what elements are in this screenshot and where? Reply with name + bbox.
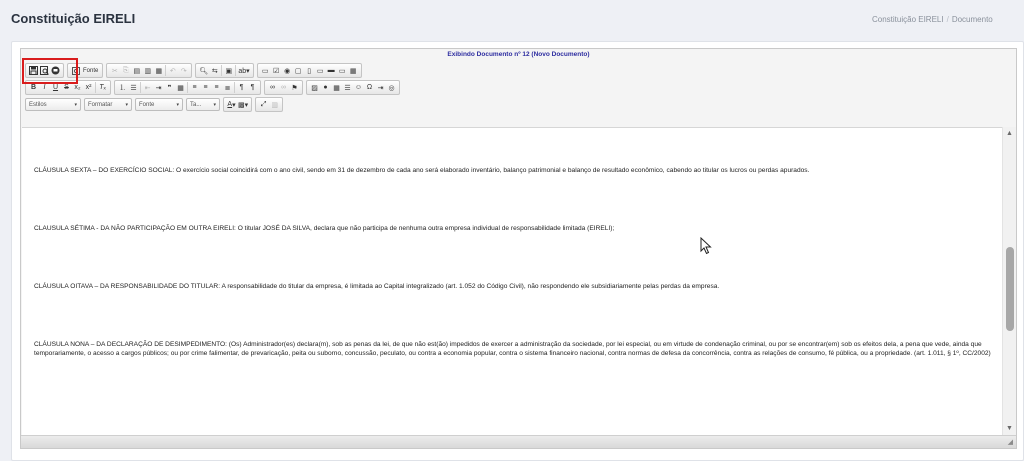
basic-styles-group bbox=[25, 80, 111, 95]
scroll-down-icon[interactable]: ▼ bbox=[1006, 425, 1013, 432]
subscript-icon[interactable]: x₂ bbox=[74, 84, 81, 91]
iframe-icon[interactable]: ◎ bbox=[388, 84, 395, 92]
link-icon[interactable]: ∞ bbox=[270, 84, 275, 91]
size-dropdown-label: Ta... bbox=[190, 101, 202, 108]
preview-icon[interactable] bbox=[39, 64, 50, 77]
textarea-icon[interactable]: ▯ bbox=[307, 67, 312, 75]
redo-icon[interactable]: ↷ bbox=[180, 67, 187, 75]
document-group bbox=[25, 63, 64, 78]
anchor-icon[interactable]: ⚑ bbox=[291, 84, 298, 92]
ltr-icon[interactable]: ¶ bbox=[239, 84, 244, 91]
text-color-icon[interactable]: A ▾ bbox=[227, 101, 236, 109]
align-left-icon[interactable]: ≡ bbox=[192, 84, 197, 91]
paste-icon[interactable]: ▤ bbox=[133, 67, 141, 75]
page-title: Constituição EIRELI bbox=[11, 11, 136, 26]
toolbar-separator bbox=[95, 82, 96, 93]
cut-icon[interactable]: ✂ bbox=[111, 67, 118, 75]
justify-icon[interactable]: ≣ bbox=[224, 84, 231, 92]
outdent-icon[interactable]: ⇤ bbox=[144, 84, 151, 92]
paragraph-group bbox=[114, 80, 261, 95]
toolbar-separator bbox=[235, 65, 236, 76]
breadcrumb-item-documento: Documento bbox=[951, 15, 993, 24]
spellcheck-icon[interactable]: ab▾ bbox=[238, 67, 250, 75]
bulleted-list-icon[interactable]: ☰ bbox=[130, 84, 137, 92]
save-icon[interactable] bbox=[28, 64, 39, 77]
image-button-icon[interactable]: ▭ bbox=[338, 67, 346, 75]
chevron-down-icon: ▾ bbox=[213, 101, 216, 108]
size-dropdown[interactable] bbox=[186, 98, 220, 111]
italic-icon[interactable]: I bbox=[43, 84, 46, 91]
rich-text-editor bbox=[20, 48, 1017, 449]
select-all-icon[interactable]: ▣ bbox=[225, 67, 233, 75]
editor-status-bar bbox=[21, 435, 1016, 448]
align-right-icon[interactable]: ≡ bbox=[214, 84, 219, 91]
superscript-icon[interactable]: x² bbox=[85, 84, 92, 91]
resize-grip-icon[interactable]: ◢ bbox=[1007, 439, 1013, 446]
chevron-down-icon: ▾ bbox=[74, 101, 77, 108]
tools-group bbox=[255, 97, 283, 112]
form-group bbox=[257, 63, 362, 78]
scrollbar-thumb[interactable] bbox=[1006, 247, 1014, 331]
undo-icon[interactable]: ↶ bbox=[169, 67, 176, 75]
textfield-icon[interactable]: ▢ bbox=[294, 67, 302, 75]
button-icon[interactable]: ▬ bbox=[327, 67, 335, 74]
copy-icon[interactable]: ⎘ bbox=[123, 66, 129, 74]
table-icon[interactable]: ▦ bbox=[333, 84, 340, 92]
blockquote-icon[interactable]: ❞ bbox=[167, 84, 172, 92]
vertical-scrollbar[interactable] bbox=[1002, 127, 1016, 435]
clause-setima: CLAUSULA SÉTIMA - DA NÃO PARTICIPAÇÃO EM OUTRA EIRELI: O titular JOSÉ DA SILVA, declara que não participa de nenhuma outra empresa individual de responsabilidade limitada (EIRELI); bbox=[34, 225, 615, 232]
background-color-icon[interactable]: ▩▾ bbox=[238, 101, 249, 109]
format-dropdown-label: Formatar bbox=[88, 101, 113, 108]
clipboard-group bbox=[106, 63, 192, 78]
toolbar-separator bbox=[187, 82, 188, 93]
horizontal-rule-icon[interactable]: ☰ bbox=[344, 84, 351, 92]
colors-group bbox=[223, 97, 252, 112]
find-group bbox=[195, 63, 253, 78]
show-blocks-icon[interactable]: ▥ bbox=[271, 101, 278, 109]
paste-word-icon[interactable]: ▦ bbox=[155, 67, 163, 75]
hidden-field-icon[interactable]: ▦ bbox=[349, 67, 357, 75]
insert-group bbox=[306, 80, 400, 95]
source-icon[interactable] bbox=[70, 64, 81, 77]
select-field-icon[interactable]: ▭ bbox=[316, 67, 324, 75]
source-group bbox=[67, 63, 103, 78]
toolbar-row-1 bbox=[25, 63, 365, 78]
div-container-icon[interactable]: ▦ bbox=[177, 84, 184, 92]
flash-icon[interactable]: ● bbox=[323, 84, 328, 91]
form-icon[interactable]: ▭ bbox=[261, 67, 269, 75]
page-header bbox=[0, 0, 1024, 36]
toolbar-separator bbox=[140, 82, 141, 93]
bold-icon[interactable]: B bbox=[30, 84, 37, 91]
paste-text-icon[interactable]: ▥ bbox=[144, 67, 152, 75]
rtl-icon[interactable]: ¶ bbox=[250, 84, 255, 91]
maximize-icon[interactable]: ⤢ bbox=[260, 100, 267, 108]
indent-icon[interactable]: ⇥ bbox=[155, 84, 162, 92]
radio-icon[interactable]: ◉ bbox=[284, 67, 291, 75]
toolbar-row-3 bbox=[25, 97, 286, 112]
links-group bbox=[264, 80, 303, 95]
remove-format-icon[interactable]: T ₓ bbox=[99, 84, 106, 91]
styles-dropdown-label: Estilos bbox=[29, 101, 47, 108]
breadcrumb-item-constituicao[interactable]: Constituição EIRELI bbox=[872, 15, 944, 24]
font-dropdown[interactable] bbox=[135, 98, 183, 111]
breadcrumb bbox=[872, 15, 993, 24]
toolbar-separator bbox=[221, 65, 222, 76]
editor-content[interactable] bbox=[22, 127, 1002, 435]
document-header: Exibindo Documento nº 12 (Novo Documento) bbox=[447, 51, 590, 58]
font-dropdown-label: Fonte bbox=[139, 101, 155, 108]
breadcrumb-separator: / bbox=[946, 15, 949, 24]
align-center-icon[interactable]: ≡ bbox=[203, 84, 208, 91]
strikethrough-icon[interactable]: S bbox=[64, 84, 69, 91]
source-label[interactable]: Fonte bbox=[83, 67, 99, 74]
toolbar-separator bbox=[234, 82, 235, 93]
underline-icon[interactable]: U bbox=[52, 84, 59, 91]
format-dropdown[interactable] bbox=[84, 98, 132, 111]
clause-sexta: CLÁUSULA SEXTA – DO EXERCÍCIO SOCIAL: O exercício social coincidirá com o ano civil, sendo em 31 de dezembro de cada ano será elaborado inventário, balanço patrimonial e balanço de resultado econômico, cabendo ao titular os lucros ou perdas apurados. bbox=[34, 167, 810, 174]
clause-oitava: CLÁUSULA OITAVA – DA RESPONSABILIDADE DO TITULAR: A responsabilidade do titular da empresa, é limitada ao Capital integralizado (art. 1.052 do Código Civil), não respondendo ele subsidiariamente pelas perdas da empresa. bbox=[34, 283, 720, 290]
mouse-cursor-icon bbox=[700, 237, 712, 255]
chevron-down-icon: ▾ bbox=[176, 101, 179, 108]
toolbar-row-2 bbox=[25, 80, 403, 95]
checkbox-icon[interactable]: ☑ bbox=[273, 67, 280, 75]
replace-icon[interactable]: ⇆ bbox=[211, 67, 218, 75]
smiley-icon[interactable]: ☺ bbox=[354, 84, 363, 91]
scroll-up-icon[interactable]: ▲ bbox=[1006, 130, 1013, 137]
image-icon[interactable]: ▨ bbox=[311, 84, 318, 92]
print-icon[interactable] bbox=[50, 64, 61, 77]
unlink-icon[interactable]: ∞ bbox=[281, 84, 286, 91]
clause-nona: CLÁUSULA NONA – DA DECLARAÇÃO DE DESIMPEDIMENTO: (Os) Administrador(es) declara(m), sob as penas da lei, de que não est(ão) impedidos de exercer a administração da sociedade, por lei especial, ou em virtude de condenação criminal, ou por se encontrar(em) sob os efeitos dela, a pena que vede, ainda que temporariamente, o acesso a cargos públicos; ou por crime falimentar, de prevaricação, peita ou suborno, concussão, peculato, ou contra a economia popular, contra o sistema financeiro nacional, contra normas de defesa da concorrência, contra as relações de consumo, fé pública, ou a propriedade. (art. 1.011, § 1º, CC/2002) bbox=[34, 341, 991, 357]
toolbar-separator bbox=[165, 65, 166, 76]
find-icon[interactable]: 🔍︎ bbox=[199, 67, 209, 75]
numbered-list-icon[interactable]: ⒈ bbox=[119, 84, 126, 92]
page-break-icon[interactable]: ⇥ bbox=[377, 84, 384, 92]
special-char-icon[interactable]: Ω bbox=[366, 84, 373, 91]
styles-dropdown[interactable] bbox=[25, 98, 81, 111]
chevron-down-icon: ▾ bbox=[125, 101, 128, 108]
